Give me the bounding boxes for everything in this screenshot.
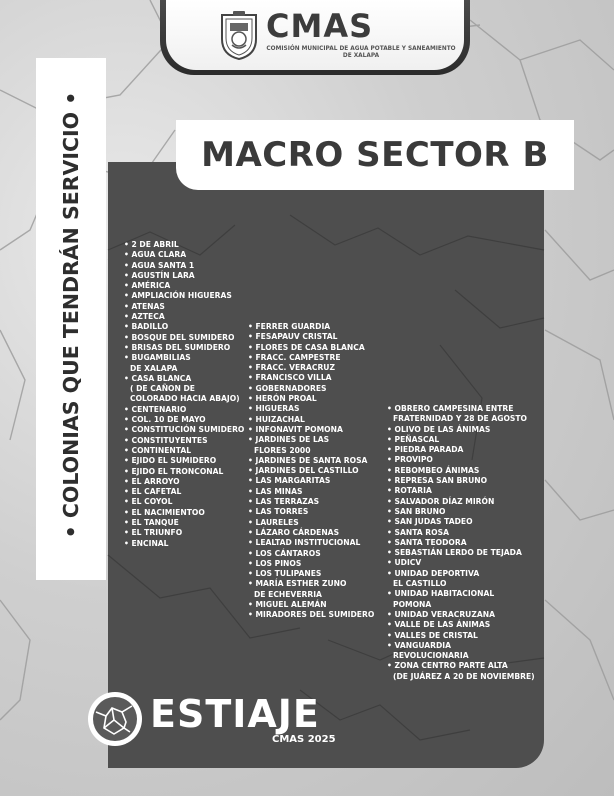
colonia-item: • JARDINES DE SANTA ROSA — [248, 455, 368, 465]
colonia-item: • PROVIPO — [387, 455, 433, 465]
colonia-item: • BADILLO — [124, 322, 169, 332]
colonia-item: • CONSTITUCIÓN SUMIDERO — [124, 425, 245, 435]
colonia-item: • FRACC. CAMPESTRE — [248, 352, 341, 362]
cracked-earth-icon — [86, 690, 144, 748]
colonia-item: • BUGAMBILIAS DE XALAPA — [124, 353, 191, 373]
cmas-seal-logo — [218, 9, 260, 61]
colonia-item: • JARDINES DE LAS FLORES 2000 — [248, 435, 330, 455]
colonia-item: • REBOMBEO ÁNIMAS — [387, 465, 480, 475]
colonia-item: • ATENAS — [124, 301, 165, 311]
colonias-column-3 — [387, 404, 535, 682]
colonia-item: • AMÉRICA — [124, 281, 171, 291]
colonia-item: • PEÑASCAL — [387, 434, 440, 444]
colonia-item: • LEALTAD INSTITUCIONAL — [248, 538, 361, 548]
colonias-column-2 — [248, 322, 374, 621]
colonia-item: • HUIZACHAL — [248, 414, 305, 424]
colonia-item: • AGUA SANTA 1 — [124, 260, 195, 270]
colonia-item: • CASA BLANCA ( DE CAÑON DE COLORADO HACIA ABAJO) — [124, 373, 240, 404]
colonia-item: • EL COYOL — [124, 497, 173, 507]
colonia-item: • COL. 10 DE MAYO — [124, 415, 206, 425]
colonia-item: • LAS TERRAZAS — [248, 497, 320, 507]
colonia-item: • CONSTITUYENTES — [124, 435, 208, 445]
brand-subtitle: COMISIÓN MUNICIPAL DE AGUA POTABLE Y SANEAMIENTO DE XALAPA — [266, 46, 456, 59]
colonia-item: • BOSQUE DEL SUMIDERO — [124, 332, 235, 342]
colonia-item: • FRACC. VERACRUZ — [248, 363, 335, 373]
colonia-item: • EL TANQUE — [124, 518, 179, 528]
colonia-item: • ROTARIA — [387, 486, 432, 496]
colonia-item: • HIGUERAS — [248, 404, 300, 414]
page-title: MACRO SECTOR B — [201, 135, 549, 175]
colonia-item: • UNIDAD VERACRUZANA — [387, 609, 495, 619]
colonia-item: • CENTENARIO — [124, 404, 187, 414]
colonia-item: • SAN BRUNO — [387, 506, 446, 516]
colonia-item: • EL CAFETAL — [124, 487, 182, 497]
colonia-item: • LÁZARO CÁRDENAS — [248, 527, 340, 537]
colonia-item: • EL TRIUNFO — [124, 528, 183, 538]
colonia-item: • SANTA ROSA — [387, 527, 449, 537]
colonia-item: • MARÍA ESTHER ZUNO DE ECHEVERRIA — [248, 579, 347, 599]
colonia-item: • FLORES DE CASA BLANCA — [248, 342, 365, 352]
colonia-item: • MIGUEL ALEMÁN — [248, 600, 327, 610]
colonia-item: • ENCINAL — [124, 538, 169, 548]
colonia-item: • INFONAVIT POMONA — [248, 424, 343, 434]
colonia-item: • PIEDRA PARADA — [387, 445, 464, 455]
colonia-item: • AGUA CLARA — [124, 250, 187, 260]
colonia-item: • BRISAS DEL SUMIDERO — [124, 342, 231, 352]
colonia-item: • LAS MARGARITAS — [248, 476, 331, 486]
colonia-item: • LOS CÁNTAROS — [248, 548, 321, 558]
colonia-item: • VANGUARDIA REVOLUCIONARIA — [387, 640, 469, 661]
side-banner-text: • COLONIAS QUE TENDRÁN SERVICIO • — [59, 91, 83, 539]
colonia-item: • LAS TORRES — [248, 507, 309, 517]
colonia-item: • VALLE DE LAS ÁNIMAS — [387, 620, 491, 630]
colonia-item: • UNIDAD DEPORTIVA EL CASTILLO — [387, 568, 480, 589]
colonia-item: • REPRESA SAN BRUNO — [387, 476, 488, 486]
colonia-item: • SANTA TEODORA — [387, 537, 467, 547]
colonia-item: • LOS PINOS — [248, 558, 302, 568]
colonia-item: • HERÓN PROAL — [248, 394, 317, 404]
colonias-column-1 — [124, 240, 244, 549]
colonia-item: • EJIDO EL SUMIDERO — [124, 456, 217, 466]
colonia-item: • SAN JUDAS TADEO — [387, 517, 473, 527]
colonia-item: • FESAPAUV CRISTAL — [248, 332, 338, 342]
colonia-item: • FERRER GUARDIA — [248, 322, 331, 331]
colonia-item: • VALLES DE CRISTAL — [387, 630, 478, 640]
footer-subtitle: CMAS 2025 — [272, 734, 336, 745]
footer-title: ESTIAJE — [150, 692, 320, 736]
colonia-item: • SEBASTIÁN LERDO DE TEJADA — [387, 548, 522, 558]
colonia-item: • LOS TULIPANES — [248, 569, 322, 579]
colonia-item: • OBRERO CAMPESINA ENTRE FRATERNIDAD Y 28 DE AGOSTO — [387, 404, 528, 424]
colonia-item: • LAURELES — [248, 517, 299, 527]
colonia-item: • AGUSTÍN LARA — [124, 270, 195, 280]
colonia-item: • UNIDAD HABITACIONAL POMONA — [387, 589, 495, 609]
colonia-item: • MIRADORES DEL SUMIDERO — [248, 610, 375, 620]
colonia-item: • GOBERNADORES — [248, 383, 327, 393]
colonia-item: • UDICV — [387, 558, 422, 568]
brand-name: CMAS — [266, 7, 374, 45]
colonia-item: • 2 DE ABRIL — [124, 240, 179, 249]
colonia-item: • LAS MINAS — [248, 486, 303, 496]
colonia-item: • ZONA CENTRO PARTE ALTA (DE JUÁREZ A 20 DE NOVIEMBRE) — [387, 661, 535, 681]
colonia-item: • SALVADOR DÍAZ MIRÓN — [387, 496, 495, 506]
colonia-item: • FRANCISCO VILLA — [248, 373, 332, 383]
colonia-item: • JARDINES DEL CASTILLO — [248, 466, 359, 476]
colonia-item: • EL ARROYO — [124, 476, 180, 486]
colonia-item: • AZTECA — [124, 312, 165, 322]
colonia-item: • EL NACIMIENTOO — [124, 507, 205, 517]
colonia-item: • EJIDO EL TRONCONAL — [124, 466, 224, 476]
colonia-item: • CONTINENTAL — [124, 445, 192, 455]
colonia-item: • AMPLIACIÓN HIGUERAS — [124, 291, 232, 301]
colonia-item: • OLIVO DE LAS ÁNIMAS — [387, 424, 491, 434]
